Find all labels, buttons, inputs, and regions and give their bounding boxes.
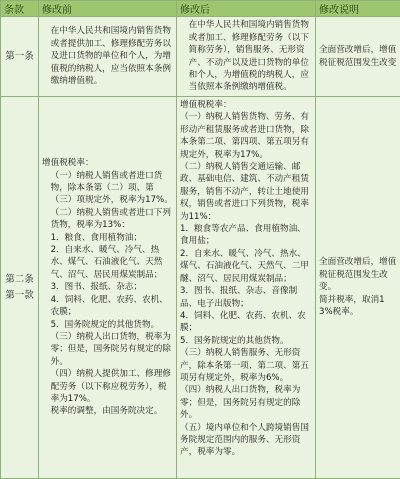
- after-text: [177, 17, 316, 97]
- text-line: 全面营改增后，增值税征税范围发生改变: [319, 45, 397, 68]
- text-line: （一）纳税人销售货物、劳务、有形动产租赁服务或者进口货物，除本条第二项、第四项、第五项另有规定外，税率为17%。: [180, 112, 309, 160]
- before-text: [39, 97, 177, 479]
- text-line: 税率的调整，由国务院决定。: [50, 406, 163, 417]
- text-line: 4．饲料、化肥、农药、农机、农膜；: [180, 310, 306, 334]
- article-label: 第二条第一款: [1, 97, 39, 479]
- text-line: 增值税税率：: [42, 158, 94, 169]
- text-line: 5．国务院规定的其他货物。: [180, 335, 289, 346]
- header-article: 条款: [1, 1, 39, 17]
- text-line: 4．饲料、化肥、农药、农机、农膜；: [50, 294, 168, 318]
- text-line: （三）纳税人销售服务、无形资产，除本条第一项、第二项、第五项另有规定外，税率为6%。: [180, 348, 309, 383]
- note-text: [316, 97, 400, 479]
- article-label: 第一条: [1, 17, 39, 97]
- table-row: [1, 17, 400, 97]
- text-line: 全面营改增后，增值税征税范围发生改变。: [319, 257, 397, 293]
- header-before: 修改前: [39, 1, 177, 17]
- text-line: 简并税率，取消13%税率。: [319, 294, 385, 318]
- text-line: （五）境内单位和个人跨境销售国务院规定范围内的服务、无形资产，税率为零。: [180, 422, 309, 458]
- text-line: 1．粮食、食用植物油；: [50, 232, 142, 243]
- text-line: 2．自来水、暖气、冷气、热水、煤气、石油液化气、天然气、沼气、居民用煤炭制品；: [50, 245, 163, 280]
- table-row: [1, 97, 400, 479]
- text-line: （二）纳税人销售交通运输、邮政、基础电信、建筑、不动产租赁服务，销售不动产，转让土地使用权，销售或者进口下列货物，税率为11%：: [180, 162, 309, 222]
- text-line: 3．图书、报纸、杂志、音像制品、电子出版物；: [180, 286, 298, 309]
- text-line: 2．自来水、暖气、冷气、热水、煤气、石油液化气、天然气、二甲醚、沼气、居民用煤炭制品；: [180, 248, 309, 284]
- text-line: 5．国务院规定的其他货物。: [50, 319, 160, 330]
- header-after: 修改后: [177, 1, 316, 17]
- text-line: （二）纳税人销售或者进口下列货物，税率为13%：: [50, 207, 171, 231]
- text-line: 1．粮食等农产品、食用植物油、食用盐；: [180, 224, 306, 247]
- text-line: 3．图书、报纸、杂志；: [50, 282, 142, 293]
- text-line: 在中华人民共和国境内销售货物或者提供加工、修理修配劳务以及进口货物的单位和个人，为增值税的纳税人，应当依照本条例缴纳增值税。: [50, 26, 171, 87]
- table-header-row: [1, 1, 400, 17]
- header-note: 修改说明: [316, 1, 400, 17]
- before-text: [39, 17, 177, 97]
- text-line: （一）纳税人销售或者进口货物，除本条第（二）项、第（三）项规定外，税率为17%。: [50, 170, 173, 206]
- after-text: [177, 97, 316, 479]
- text-line: （四）纳税人提供加工、修理修配劳务（以下称应税劳务），税率为17%。: [50, 369, 171, 404]
- note-text: [316, 17, 400, 97]
- text-line: 在中华人民共和国境内销售货物或者加工、修理修配劳务（以下简称劳务），销售服务、无形资产、不动产以及进口货物的单位和个人，为增值税的纳税人，应当依照本条例缴纳增值税。: [188, 20, 309, 93]
- text-line: 增值税税率：: [180, 100, 232, 110]
- text-line: （三）纳税人出口货物，税率为零；但是，国务院另有规定的除外。: [50, 331, 171, 367]
- text-line: （四）纳税人出口货物，税率为零；但是，国务院另有规定的除外。: [180, 385, 301, 421]
